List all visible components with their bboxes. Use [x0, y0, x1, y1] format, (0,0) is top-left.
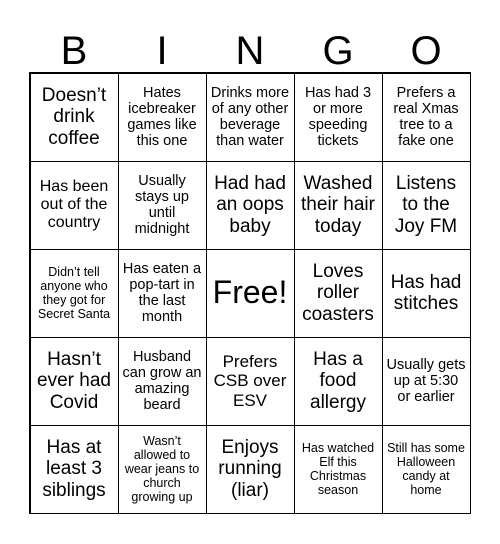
header-letter-n: N: [235, 29, 265, 73]
header-letter-o: O: [410, 29, 442, 73]
bingo-cell[interactable]: Has a food allergy: [294, 337, 383, 426]
bingo-cell[interactable]: Drinks more of any other beverage than water: [206, 73, 295, 162]
header-letter-i: I: [156, 29, 168, 73]
bingo-header: [30, 30, 470, 72]
bingo-cell[interactable]: Wasn’t allowed to wear jeans to church growing up: [118, 425, 207, 514]
bingo-cell[interactable]: Husband can grow an amazing beard: [118, 337, 207, 426]
bingo-grid: [29, 72, 471, 514]
bingo-cell[interactable]: Has at least 3 siblings: [30, 425, 119, 514]
bingo-cell[interactable]: Has watched Elf this Christmas season: [294, 425, 383, 514]
free-space-cell[interactable]: Free!: [206, 249, 295, 338]
bingo-cell[interactable]: Prefers CSB over ESV: [206, 337, 295, 426]
bingo-cell[interactable]: Washed their hair today: [294, 161, 383, 250]
bingo-cell[interactable]: Prefers a real Xmas tree to a fake one: [382, 73, 471, 162]
bingo-cell[interactable]: Didn’t tell anyone who they got for Secret Santa: [30, 249, 119, 338]
bingo-cell[interactable]: Hates icebreaker games like this one: [118, 73, 207, 162]
bingo-cell[interactable]: Listens to the Joy FM: [382, 161, 471, 250]
bingo-cell[interactable]: Loves roller coasters: [294, 249, 383, 338]
bingo-cell[interactable]: Still has some Halloween candy at home: [382, 425, 471, 514]
bingo-cell[interactable]: Usually stays up until midnight: [118, 161, 207, 250]
bingo-cell[interactable]: Has had 3 or more speeding tickets: [294, 73, 383, 162]
header-letter-b: B: [60, 29, 88, 73]
bingo-cell[interactable]: Has eaten a pop-tart in the last month: [118, 249, 207, 338]
bingo-cell[interactable]: Usually gets up at 5:30 or earlier: [382, 337, 471, 426]
bingo-cell[interactable]: Doesn’t drink coffee: [30, 73, 119, 162]
bingo-cell[interactable]: Hasn’t ever had Covid: [30, 337, 119, 426]
bingo-cell[interactable]: Enjoys running (liar): [206, 425, 295, 514]
bingo-cell[interactable]: Has had stitches: [382, 249, 471, 338]
header-letter-g: G: [322, 29, 354, 73]
bingo-cell[interactable]: Had had an oops baby: [206, 161, 295, 250]
bingo-cell[interactable]: Has been out of the country: [30, 161, 119, 250]
